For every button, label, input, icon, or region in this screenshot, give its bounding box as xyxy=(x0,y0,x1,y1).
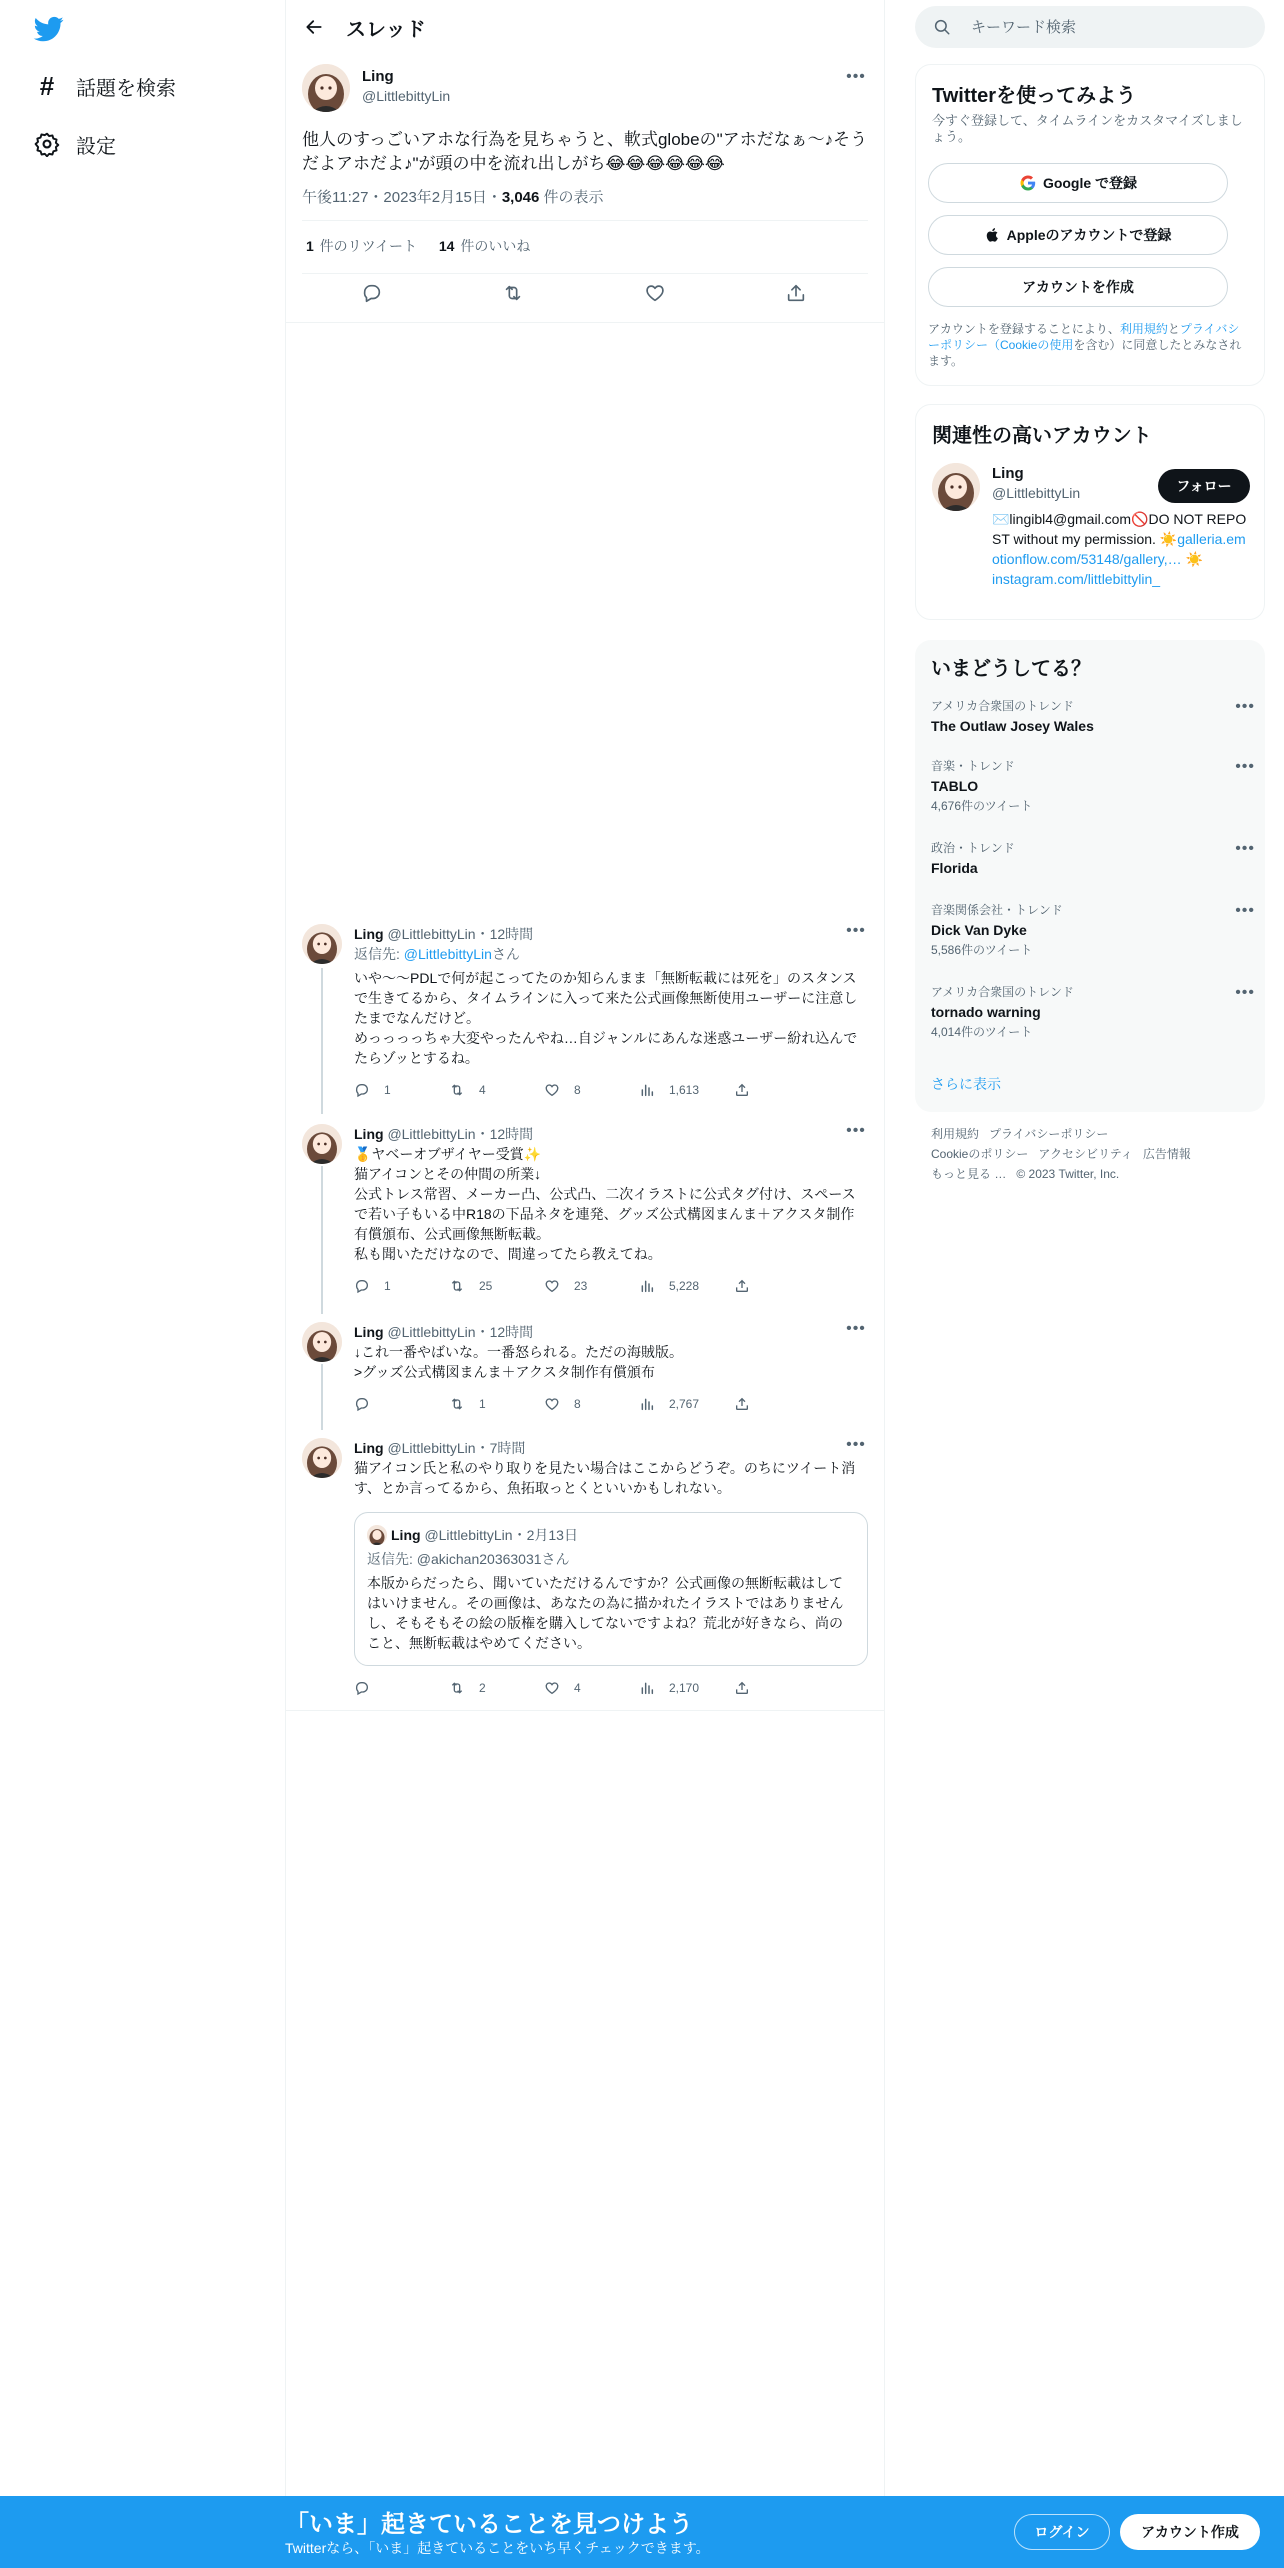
signup-subtitle: 今すぐ登録して、タイムラインをカスタマイズしましょう。 xyxy=(932,113,1243,144)
trend-title: Dick Van Dyke xyxy=(931,922,1027,938)
view-count: 1,613 xyxy=(669,1083,700,1097)
google-icon xyxy=(1019,174,1037,192)
more-options-icon[interactable]: ••• xyxy=(1235,984,1255,1001)
share-icon xyxy=(734,1278,750,1294)
hashtag-icon: # xyxy=(39,71,55,101)
create-account-label: アカウントを作成 xyxy=(1022,279,1134,295)
trend-count: 4,676件のツイート xyxy=(931,799,1033,813)
quote-author-name: Ling xyxy=(391,1527,421,1543)
footer-copyright: © 2023 Twitter, Inc. xyxy=(1016,1167,1120,1181)
reply-tweet xyxy=(302,1322,868,1422)
views-action[interactable] xyxy=(639,1278,734,1294)
bio-sun: ☀️ xyxy=(1181,551,1203,567)
avatar[interactable] xyxy=(932,463,980,511)
view-count-label: 件の表示 xyxy=(539,189,604,206)
share-action[interactable] xyxy=(734,1396,774,1412)
more-options-icon[interactable]: ••• xyxy=(846,68,866,85)
reply-action[interactable] xyxy=(354,1680,449,1696)
footer-accessibility-link[interactable]: アクセシビリティ xyxy=(1038,1147,1133,1161)
search-box[interactable] xyxy=(915,6,1265,48)
google-signup-button[interactable] xyxy=(928,163,1228,203)
share-action[interactable] xyxy=(734,1278,774,1294)
avatar[interactable] xyxy=(302,1322,342,1362)
like-icon xyxy=(544,1082,560,1098)
retweet-icon[interactable] xyxy=(502,282,526,306)
search-icon xyxy=(933,18,951,36)
reply-count: 1 xyxy=(384,1083,391,1097)
quote-time: ・2月13日 xyxy=(512,1527,578,1543)
like-icon[interactable] xyxy=(644,282,668,306)
author-handle[interactable]: @LittlebittyLin xyxy=(362,88,451,104)
reply-to-suffix: さん xyxy=(491,946,520,962)
retweet-icon xyxy=(449,1082,465,1098)
author-handle[interactable]: @LittlebittyLin xyxy=(387,1440,476,1456)
view-count: 2,767 xyxy=(669,1397,700,1411)
reply-header xyxy=(354,1438,525,1458)
signup-terms xyxy=(928,321,1248,369)
reply-icon xyxy=(354,1680,370,1696)
retweet-count: 1 xyxy=(306,238,314,254)
tweet-text: 他人のすっごいアホな行為を見ちゃうと、軟式globeの"アホだなぁ〜♪そうだよアホだよ♪"が頭の中を流れ出しがち😂😂😂😂😂😂 xyxy=(302,130,868,173)
nav-settings[interactable] xyxy=(34,124,116,164)
views-action[interactable] xyxy=(639,1396,734,1412)
like-action[interactable] xyxy=(544,1396,639,1412)
retweet-action[interactable] xyxy=(449,1680,544,1696)
reply-icon[interactable] xyxy=(361,282,385,306)
trend-title: Florida xyxy=(931,860,978,876)
left-navigation xyxy=(0,0,285,2568)
reply-action[interactable] xyxy=(354,1396,449,1412)
retweet-stat[interactable] xyxy=(306,238,417,254)
retweet-action[interactable] xyxy=(449,1278,544,1294)
like-label: 件のいいね xyxy=(456,238,531,254)
avatar[interactable] xyxy=(302,1438,342,1478)
share-action[interactable] xyxy=(734,1082,774,1098)
more-options-icon[interactable]: ••• xyxy=(1235,840,1255,857)
author-name[interactable]: Ling xyxy=(354,1324,384,1340)
author-handle[interactable]: @LittlebittyLin xyxy=(387,1126,476,1142)
more-options-icon[interactable]: ••• xyxy=(846,1436,866,1453)
avatar[interactable] xyxy=(302,1124,342,1164)
reply-to-link[interactable]: @LittlebittyLin xyxy=(403,946,492,962)
trend-context: アメリカ合衆国のトレンド xyxy=(931,985,1074,999)
signup-title: Twitterを使ってみよう xyxy=(932,85,1137,107)
trend-context: アメリカ合衆国のトレンド xyxy=(931,699,1074,713)
quoted-tweet[interactable] xyxy=(354,1512,868,1666)
more-options-icon[interactable]: ••• xyxy=(1235,758,1255,775)
trend-item[interactable] xyxy=(931,984,1255,1040)
author-handle[interactable]: @LittlebittyLin xyxy=(387,926,476,942)
show-more-link[interactable]: さらに表示 xyxy=(931,1076,1001,1092)
like-count: 8 xyxy=(574,1083,581,1097)
terms-prefix: アカウントを登録することにより、 xyxy=(928,322,1120,336)
divider xyxy=(302,273,868,274)
trend-item[interactable] xyxy=(931,758,1255,814)
author-name[interactable]: Ling xyxy=(354,926,384,942)
page-title: スレッド xyxy=(346,18,426,41)
retweet-action[interactable] xyxy=(449,1082,544,1098)
reply-action[interactable] xyxy=(354,1082,449,1098)
reply-header xyxy=(354,924,533,944)
thread-header xyxy=(286,0,884,54)
reply-tweet xyxy=(302,1124,868,1314)
views-action[interactable] xyxy=(639,1680,734,1696)
bio-link-gallery[interactable]: galleria.emotionflow.com/53148/gallery,… xyxy=(992,531,1246,567)
view-count: 2,170 xyxy=(669,1681,700,1695)
retweet-count: 2 xyxy=(479,1681,486,1695)
signup-card xyxy=(915,64,1265,386)
analytics-icon xyxy=(639,1278,655,1294)
reply-icon xyxy=(354,1082,370,1098)
terms-and: と xyxy=(1167,322,1180,336)
view-count: 5,228 xyxy=(669,1279,700,1293)
tweet-stats xyxy=(306,236,548,256)
apple-signup-label: Appleのアカウントで登録 xyxy=(1006,227,1172,243)
tweet-actions xyxy=(302,282,868,306)
share-icon xyxy=(734,1396,750,1412)
like-stat[interactable] xyxy=(439,238,530,254)
apple-signup-button[interactable] xyxy=(928,215,1228,255)
related-accounts-card xyxy=(915,404,1265,620)
reply-time[interactable]: ・12時間 xyxy=(475,1126,534,1142)
footer-links xyxy=(931,1124,1251,1184)
bottom-signup-bar xyxy=(0,2496,1284,2568)
terms-suffix: を含む）に同意したとみなされます。 xyxy=(928,338,1242,368)
quote-header xyxy=(391,1525,578,1545)
share-icon[interactable] xyxy=(785,282,809,306)
retweet-count: 1 xyxy=(479,1397,486,1411)
more-options-icon[interactable]: ••• xyxy=(846,922,866,939)
trend-title: The Outlaw Josey Wales xyxy=(931,718,1094,734)
divider xyxy=(286,1710,884,1711)
reply-actions xyxy=(354,1278,774,1294)
create-account-button[interactable] xyxy=(928,267,1228,307)
trends-title: いまどうしてる？ xyxy=(931,658,1091,680)
like-action[interactable] xyxy=(544,1278,639,1294)
trends-card xyxy=(915,640,1265,1112)
avatar[interactable] xyxy=(302,924,342,964)
quote-reply-to: 返信先: @akichan20363031さん xyxy=(367,1551,570,1567)
main-column xyxy=(285,0,885,2568)
tweet-text: 猫アイコン氏と私のやり取りを見たい場合はここからどうぞ。のちにツイート消す、とか言ってるから、魚拓取っとくといいかもしれない。 xyxy=(354,1460,856,1496)
signup-button[interactable]: アカウント作成 xyxy=(1120,2514,1260,2550)
tweet-text: 🥇ヤベーオブザイヤー受賞✨ 猫アイコンとその仲間の所業↓ 公式トレス常習、メーカー凸、公式凸、二次イラストに公式タグ付け、スペースで若い子もいる中R18の下品ネタを連発、グッズ公式構図まんま＋アクスタ制作有償頒布、公式画像無断転載。 私も聞いただけなので、間違ってたら教えてね。 xyxy=(354,1146,856,1262)
reply-header xyxy=(354,1124,533,1144)
more-options-icon[interactable]: ••• xyxy=(846,1320,866,1337)
reply-actions xyxy=(354,1396,774,1412)
nav-explore-label: 話題を検索 xyxy=(76,77,176,100)
footer-privacy-link[interactable]: プライバシーポリシー xyxy=(989,1127,1109,1141)
share-icon xyxy=(734,1082,750,1098)
reply-time[interactable]: ・7時間 xyxy=(475,1440,526,1456)
reply-actions xyxy=(354,1680,774,1696)
analytics-icon xyxy=(639,1680,655,1696)
like-icon xyxy=(544,1680,560,1696)
views-action[interactable] xyxy=(639,1082,734,1098)
trend-title: tornado warning xyxy=(931,1004,1041,1020)
nav-explore[interactable] xyxy=(34,66,176,106)
related-title: 関連性の高いアカウント xyxy=(932,425,1152,447)
nav-settings-label: 設定 xyxy=(76,135,116,158)
trend-context: 音楽関係会社・トレンド xyxy=(931,903,1063,917)
arrow-left-icon xyxy=(304,17,324,37)
share-icon xyxy=(734,1680,750,1696)
apple-icon xyxy=(985,226,1001,244)
terms-link[interactable]: 利用規約 xyxy=(1119,322,1168,336)
bio-text: ✉️lingibl4@gmail.com🚫DO NOT REPOST without my permission. ☀️ xyxy=(992,511,1247,547)
reply-time[interactable]: ・12時間 xyxy=(475,1324,534,1340)
reply-time[interactable]: ・12時間 xyxy=(475,926,534,942)
bottom-bar-subtitle: Twitterなら、「いま」起きていることをいち早くチェックできます。 xyxy=(285,2540,710,2556)
like-icon xyxy=(544,1278,560,1294)
share-action[interactable] xyxy=(734,1680,774,1696)
trend-item[interactable] xyxy=(931,840,1255,878)
more-options-icon[interactable]: ••• xyxy=(1235,902,1255,919)
divider xyxy=(302,220,868,221)
footer-terms-link[interactable]: 利用規約 xyxy=(931,1127,980,1141)
like-icon xyxy=(544,1396,560,1412)
tweet-text: ↓これ一番やばいな。一番怒られる。ただの海賊版。 >グッズ公式構図まんま＋アクスタ制作有償頒布 xyxy=(354,1344,683,1380)
analytics-icon xyxy=(639,1082,655,1098)
bottom-bar-title: 「いま」起きていることを見つけよう xyxy=(285,2511,693,2538)
follow-button[interactable]: フォロー xyxy=(1158,469,1250,503)
trend-context: 政治・トレンド xyxy=(931,841,1015,855)
retweet-action[interactable] xyxy=(449,1396,544,1412)
author-name[interactable]: Ling xyxy=(354,1440,384,1456)
footer-ads-link[interactable]: 広告情報 xyxy=(1142,1147,1191,1161)
like-action[interactable] xyxy=(544,1082,639,1098)
bio-link-instagram[interactable]: instagram.com/littlebittylin_ xyxy=(992,571,1161,587)
author-handle[interactable]: @LittlebittyLin xyxy=(387,1324,476,1340)
reply-header xyxy=(354,1322,533,1342)
like-count: 8 xyxy=(574,1397,581,1411)
reply-actions xyxy=(354,1082,774,1098)
tweet-text: いや〜〜PDLで何が起こってたのか知らんまま「無断転載には死を」のスタンスで生きてるから、タイムラインに入って来た公式画像無断使用ユーザーに注意したまでなんだけど。 めっっっっちゃ大変やったんやね…自ジャンルにあんな迷惑ユーザー紛れ込んでたらゾッとするね。 xyxy=(354,970,858,1066)
back-button[interactable] xyxy=(296,9,332,45)
related-handle[interactable]: @LittlebittyLin xyxy=(992,485,1081,501)
retweet-label: 件のリツイート xyxy=(315,238,417,254)
like-action[interactable] xyxy=(544,1680,639,1696)
related-name[interactable]: Ling xyxy=(992,465,1024,482)
like-count: 4 xyxy=(574,1681,581,1695)
more-options-icon[interactable]: ••• xyxy=(1235,698,1255,715)
retweet-count: 25 xyxy=(479,1279,493,1293)
quote-author-handle: @LittlebittyLin xyxy=(424,1527,513,1543)
reply-action[interactable] xyxy=(354,1278,449,1294)
more-options-icon[interactable]: ••• xyxy=(846,1122,866,1139)
retweet-icon xyxy=(449,1680,465,1696)
divider xyxy=(286,322,884,323)
view-count: 3,046 xyxy=(501,189,540,206)
reply-to-prefix: 返信先: xyxy=(354,946,404,962)
trend-item[interactable] xyxy=(931,902,1255,958)
login-button[interactable]: ログイン xyxy=(1014,2514,1110,2550)
like-count: 23 xyxy=(574,1279,588,1293)
author-name[interactable]: Ling xyxy=(354,1126,384,1142)
retweet-count: 4 xyxy=(479,1083,486,1097)
analytics-icon xyxy=(639,1396,655,1412)
trend-item[interactable] xyxy=(931,698,1255,736)
reply-icon xyxy=(354,1278,370,1294)
reply-icon xyxy=(354,1396,370,1412)
author-name[interactable]: Ling xyxy=(362,68,394,85)
related-bio xyxy=(992,509,1252,589)
tweet-meta xyxy=(302,186,604,207)
reply-tweet xyxy=(302,1438,868,1700)
reply-count: 1 xyxy=(384,1279,391,1293)
reply-to xyxy=(354,944,520,964)
search-input[interactable] xyxy=(969,18,1249,37)
quote-text: 本版からだったら、聞いていただけるんですか？公式画像の無断転載はしてはいけません。その画像は、あなたの為に描かれたイラストではありませんし、そもそもその絵の版権を購入してないですよね？荒北が好きなら、尚のこと、無断転載はやめてください。 xyxy=(367,1575,844,1651)
trend-context: 音楽・トレンド xyxy=(931,759,1015,773)
trend-title: TABLO xyxy=(931,778,979,794)
tweet-timestamp[interactable]: 午後11:27・2023年2月15日・ xyxy=(302,189,502,206)
retweet-icon xyxy=(449,1278,465,1294)
google-signup-label: Google で登録 xyxy=(1042,175,1138,191)
twitter-logo-icon[interactable] xyxy=(32,14,66,44)
retweet-icon xyxy=(449,1396,465,1412)
avatar[interactable] xyxy=(302,64,350,112)
reply-tweet xyxy=(302,924,868,1114)
like-count: 14 xyxy=(438,238,455,254)
privacy-link[interactable]: プライバシーポリシー（Cookieの使用 xyxy=(928,322,1240,352)
avatar xyxy=(367,1525,387,1545)
footer-more-link[interactable]: もっと見る … xyxy=(931,1167,1007,1181)
trend-count: 4,014件のツイート xyxy=(931,1025,1033,1039)
footer-cookie-link[interactable]: Cookieのポリシー xyxy=(931,1147,1029,1161)
gear-icon xyxy=(34,131,60,157)
trend-count: 5,586件のツイート xyxy=(931,943,1033,957)
